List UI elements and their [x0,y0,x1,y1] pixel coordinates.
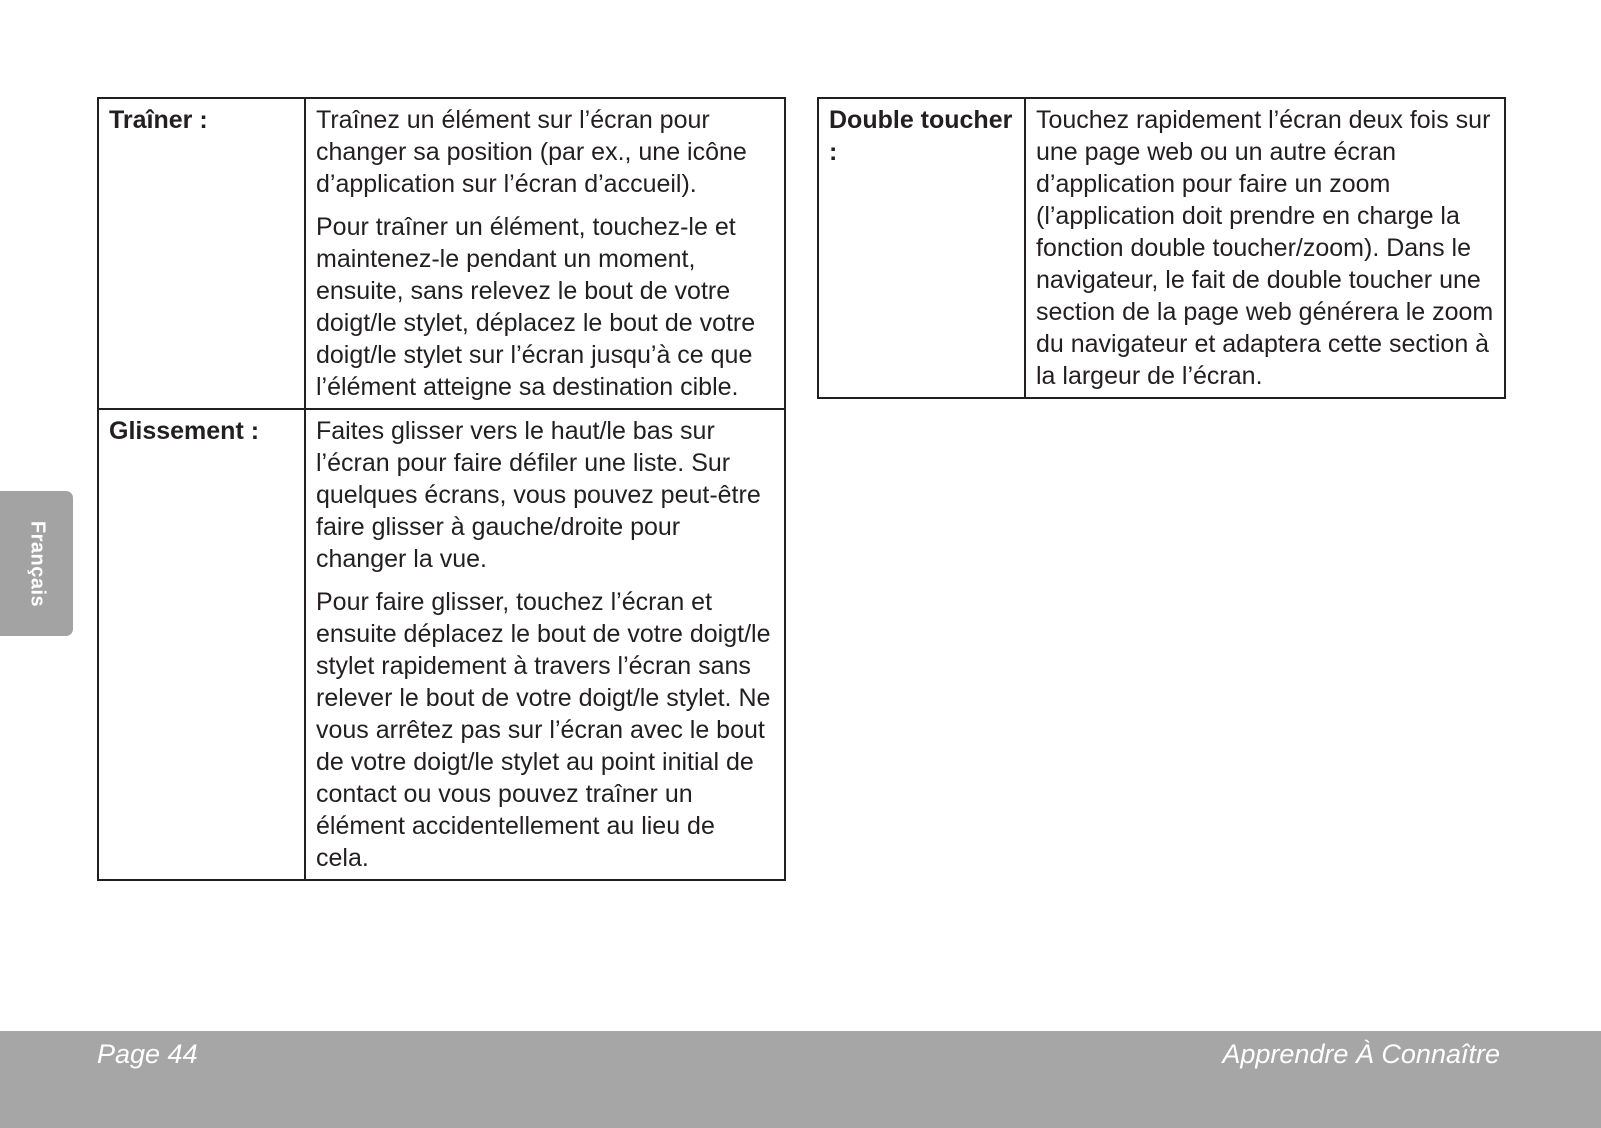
language-side-tab [0,491,73,636]
section-title: Apprendre À Connaître [1222,1039,1500,1069]
description-paragraph: Faites glisser vers le haut/le bas sur l’écran pour faire défiler une liste. Sur quelques écrans, vous pouvez peut-être faire glisser à gauche/droite pour changer la vue. [316,417,761,573]
term-glissement: Glissement : [98,409,305,880]
description-paragraph: Pour traîner un élément, touchez-le et maintenez-le pendant un moment, ensuite, sans relevez le bout de votre doigt/le stylet, déplacez le bout de votre doigt/le stylet sur l’écran jusqu’à ce que l’élément atteigne sa destination cible. [316,213,756,401]
page-number: Page 44 [97,1039,198,1069]
description-paragraph: Touchez rapidement l’écran deux fois sur une page web ou un autre écran d’application pour faire un zoom (l’application doit prendre en charge la fonction double toucher/zoom). Dans le navigateur, le fait de double toucher une section de la page web générera le zoom du navigateur et adaptera cette section à la largeur de l’écran. [1036,106,1494,390]
description-glissement [305,409,785,880]
language-tab-label: Français [26,520,48,607]
page-footer [0,1031,1601,1128]
description-double-toucher [1025,98,1505,398]
description-trainer [305,98,785,409]
description-paragraph: Traînez un élément sur l’écran pour changer sa position (par ex., une icône d’application sur l’écran d’accueil). [316,106,747,198]
gesture-table-right [817,97,1506,399]
table-row-trainer [98,98,785,409]
table-row-double-toucher [818,98,1505,398]
table-row-glissement [98,409,785,880]
term-double-toucher: Double toucher : [818,98,1025,398]
term-trainer: Traîner : [98,98,305,409]
description-paragraph: Pour faire glisser, touchez l’écran et ensuite déplacez le bout de votre doigt/le stylet rapidement à travers l’écran sans relever le bout de votre doigt/le stylet. Ne vous arrêtez pas sur l’écran avec le bout de votre doigt/le stylet au point initial de contact ou vous pouvez traîner un élément accidentellement au lieu de cela. [316,588,771,872]
gesture-table-left [97,97,786,881]
